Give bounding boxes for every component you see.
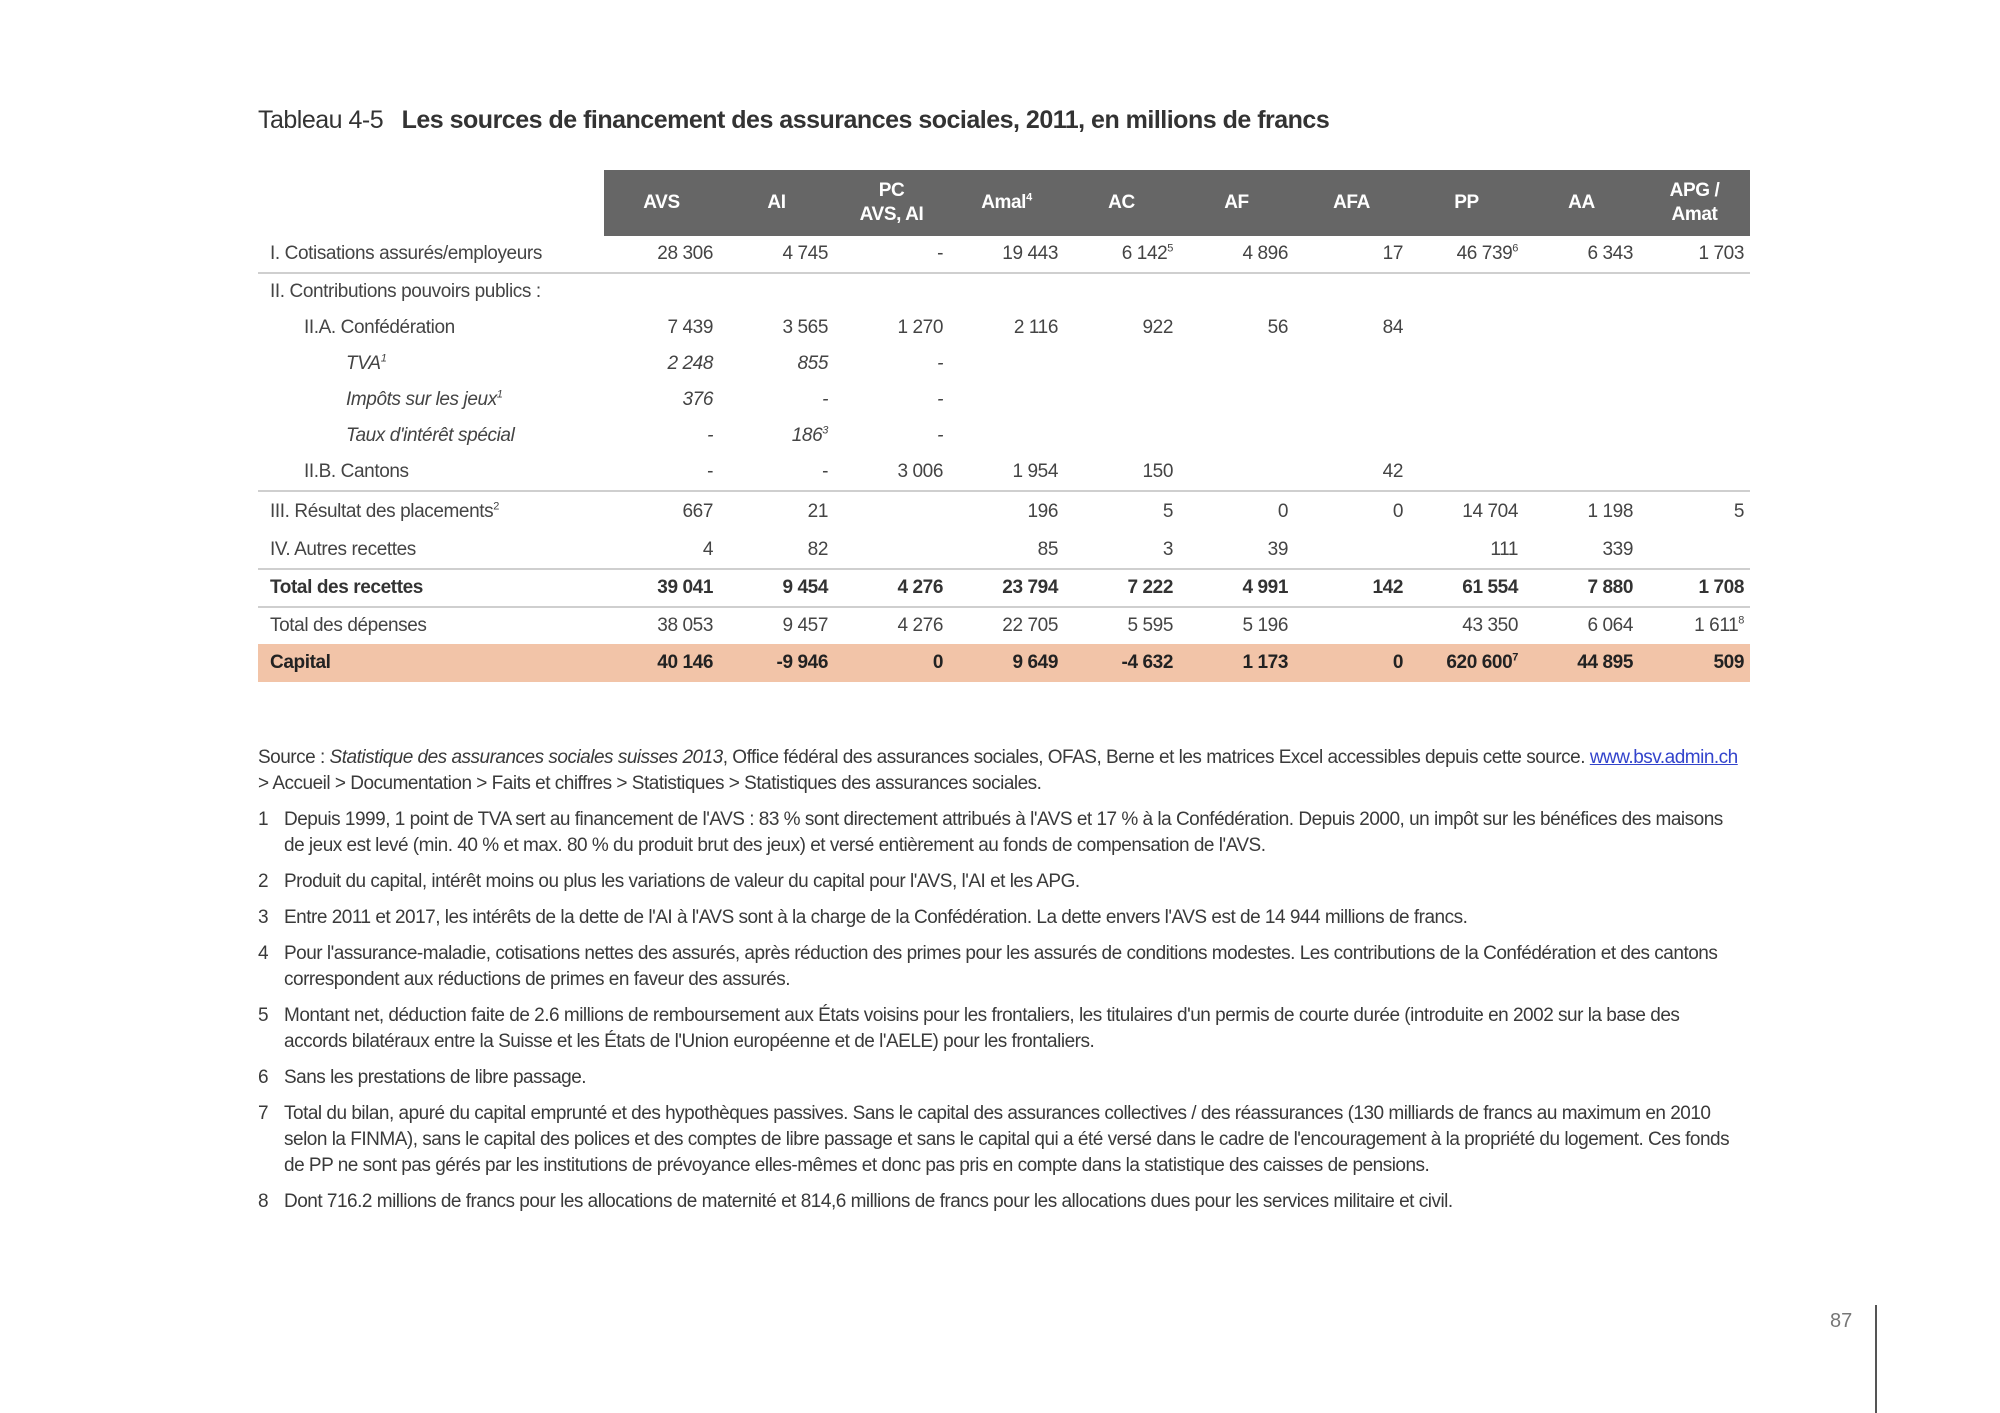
table-cell: 0 (1294, 644, 1409, 682)
footnote-number: 5 (258, 1005, 269, 1026)
table-cell: 23 794 (949, 569, 1064, 607)
footnote (258, 1065, 1738, 1091)
footnote-number: 1 (258, 809, 269, 830)
footnote-text: Produit du capital, intérêt moins ou plus les variations de valeur du capital pour l'AVS, l'AI et les APG. (284, 871, 1080, 892)
table-cell: - (937, 389, 943, 410)
footnote-number: 3 (258, 907, 269, 928)
table-cell: 9 649 (949, 644, 1064, 682)
table-cell (1179, 418, 1294, 454)
table-cell: 38 053 (657, 615, 713, 636)
table-row (258, 418, 1750, 454)
table-cell: 4 745 (719, 236, 834, 273)
header-af: AF (1179, 170, 1294, 236)
table-cell (1524, 346, 1639, 382)
header-ai: AI (719, 170, 834, 236)
financing-table (258, 170, 1750, 682)
table-cell: - (937, 425, 943, 446)
table-cell (1179, 454, 1294, 491)
footnote (258, 905, 1738, 931)
table-cell: 3 (1064, 532, 1179, 569)
table-cell: 339 (1524, 532, 1639, 569)
table-cell: 39 (1179, 532, 1294, 569)
table-cell (949, 273, 1064, 310)
table-cell (1294, 273, 1409, 310)
table-cell (1294, 607, 1409, 644)
table-cell (1409, 418, 1524, 454)
table-cell: 1 270 (897, 317, 943, 338)
table-cell (834, 491, 949, 532)
table-row (258, 491, 1750, 532)
table-cell: 667 (682, 501, 713, 522)
table-cell: 111 (1409, 532, 1524, 569)
table-cell: 4 (604, 532, 719, 569)
footnote-text: Total du bilan, apuré du capital emprunté et des hypothèques passives. Sans le capital des assurances collectives / des réassurances (130 milliards de francs au maximum en 2010 selon la FINMA), sans le capital des polices et des comptes de libre passage et sans le capital qui a été versé dans le cadre de l'encouragement à la propriété du logement. Ces fonds de PP ne sont pas gérés par les institutions de prévoyance elles-mêmes et donc pas pris en compte dans la statistique des caisses de pensions. (284, 1103, 1730, 1176)
table-cell: 1 198 (1587, 501, 1633, 522)
table-cell (1409, 454, 1524, 491)
table-cell: 4 991 (1179, 569, 1294, 607)
footnotes-list (258, 807, 1738, 1215)
table-caption: Les sources de financement des assurances sociales, 2011, en millions de francs (401, 106, 1330, 134)
source-note: Source : Statistique des assurances sociales suisses 2013, Office fédéral des assurances sociales, OFAS, Berne et les matrices Excel accessibles depuis cette source. www.bsv.admin.ch > Accueil > Documentation > Faits et chiffres > Statistiques > Statistiques des assurances sociales. (258, 747, 1738, 794)
table-cell (834, 273, 949, 310)
table-cell: 17 (1294, 236, 1409, 273)
table-cell (1064, 382, 1179, 418)
footnote (258, 869, 1738, 895)
table-cell: 509 (1639, 644, 1750, 682)
table-cell: 6 $142^5$ (1064, 236, 1179, 273)
table-cell: 5 (1162, 501, 1173, 522)
table-row (258, 607, 1750, 644)
table-cell (1639, 532, 1750, 569)
row-label: Total des dépenses (270, 615, 427, 636)
table-header-row (258, 170, 1750, 236)
table-title (258, 106, 1329, 135)
footnote-text: Entre 2011 et 2017, les intérêts de la dette de l'AI à l'AVS sont à la charge de la Confédération. La dette envers l'AVS est de 14 944 millions de francs. (284, 907, 1468, 928)
footnote-number: 7 (258, 1103, 269, 1124)
row-label: Impôts sur les jeux$^1$ (346, 388, 503, 410)
table-cell: - (604, 454, 719, 491)
table-cell (949, 346, 1064, 382)
table-cell: 0 (1277, 501, 1288, 522)
table-row (258, 382, 1750, 418)
table-cell (1294, 346, 1409, 382)
table-cell (1524, 382, 1639, 418)
table-cell: $186^3$ (791, 424, 828, 446)
row-label: Capital (258, 644, 604, 682)
table-cell: 0 (834, 644, 949, 682)
table-cell: 7 880 (1524, 569, 1639, 607)
header-pp: PP (1409, 170, 1524, 236)
table-number: Tableau 4-5 (258, 106, 384, 134)
table-row (258, 644, 1750, 682)
row-label: II.A. Confédération (304, 317, 455, 338)
table-cell: - (822, 389, 828, 410)
table-cell: - (834, 236, 949, 273)
table-row (258, 532, 1750, 569)
table-cell: 28 306 (604, 236, 719, 273)
table-cell: 5 (1733, 501, 1744, 522)
table-cell: 44 895 (1524, 644, 1639, 682)
header-avs: AVS (604, 170, 719, 236)
table-cell: 1 $611^8$ (1694, 614, 1744, 636)
table-cell (1639, 346, 1750, 382)
footnote-number: 2 (258, 871, 269, 892)
table-cell (1294, 382, 1409, 418)
table-cell (1524, 310, 1639, 346)
table-cell: 5 595 (1127, 615, 1173, 636)
table-cell (1639, 418, 1750, 454)
header-aa: AA (1524, 170, 1639, 236)
table-cell (1639, 273, 1750, 310)
table-row (258, 346, 1750, 382)
footnote (258, 1003, 1738, 1055)
footnote-number: 6 (258, 1067, 269, 1088)
table-cell: - (937, 353, 943, 374)
page-number: 87 (1830, 1310, 1853, 1332)
table-cell: 14 704 (1462, 501, 1518, 522)
table-cell (604, 273, 719, 310)
footnote-text: Depuis 1999, 1 point de TVA sert au financement de l'AVS : 83 % sont directement attribués à l'AVS et 17 % à la Confédération. Depuis 2000, un impôt sur les bénéfices des maisons de jeux est levé (min. 40 % et max. 80 % du produit brut des jeux) et versé entièrement au fonds de compensation de l'AVS. (284, 809, 1723, 856)
margin-rule (1875, 1305, 1877, 1413)
table-cell: 43 350 (1462, 615, 1518, 636)
table-cell (1294, 418, 1409, 454)
table-cell: 5 196 (1242, 615, 1288, 636)
table-cell: 620 $600^7$ (1409, 644, 1524, 682)
table-cell: 39 041 (604, 569, 719, 607)
table-cell: 376 (682, 389, 713, 410)
notes-section (258, 745, 1738, 1225)
table-cell: 21 (807, 501, 828, 522)
source-link[interactable]: www.bsv.admin.ch (1589, 747, 1738, 768)
table-cell: 82 (719, 532, 834, 569)
table-cell (1409, 346, 1524, 382)
table-cell: 22 705 (1002, 615, 1058, 636)
table-cell: 61 554 (1409, 569, 1524, 607)
table-cell (1639, 454, 1750, 491)
header-amal: Amal$^4$ (949, 170, 1064, 236)
table-cell: 0 (1392, 501, 1403, 522)
table-row (258, 569, 1750, 607)
table-cell: 40 146 (604, 644, 719, 682)
table-cell: 6 064 (1587, 615, 1633, 636)
table-cell: 56 (1267, 317, 1288, 338)
footnote-text: Pour l'assurance-maladie, cotisations nettes des assurés, après réduction des primes pour les assurés de conditions modestes. Les contributions de la Confédération et des cantons correspondent aux réductions de primes en faveur des assurés. (284, 943, 1718, 990)
table-cell (1639, 310, 1750, 346)
table-cell: 46 $739^6$ (1409, 236, 1524, 273)
table-cell: 6 343 (1524, 236, 1639, 273)
row-label: TVA$^1$ (346, 352, 387, 374)
table-row (258, 454, 1750, 491)
table-cell: 4 896 (1179, 236, 1294, 273)
table-cell: 196 (1027, 501, 1058, 522)
table-cell: -9 946 (719, 644, 834, 682)
table-cell (1064, 346, 1179, 382)
header-ac: AC (1064, 170, 1179, 236)
table-cell: 1 173 (1179, 644, 1294, 682)
table-cell (1409, 273, 1524, 310)
table-cell: 84 (1382, 317, 1403, 338)
table-cell: 4 276 (897, 615, 943, 636)
footnote (258, 1189, 1738, 1215)
table-cell: 4 276 (834, 569, 949, 607)
table-cell: 3 006 (834, 454, 949, 491)
table-cell: 9 454 (719, 569, 834, 607)
table-cell (1409, 382, 1524, 418)
row-label: I. Cotisations assurés/employeurs (258, 236, 604, 273)
table-cell (1294, 532, 1409, 569)
table-cell: 2 116 (1013, 317, 1058, 338)
table-cell (1179, 273, 1294, 310)
footnote-number: 8 (258, 1191, 269, 1212)
table-cell: 922 (1142, 317, 1173, 338)
table-row (258, 236, 1750, 273)
table-cell (719, 273, 834, 310)
table-cell: 150 (1064, 454, 1179, 491)
header-pc: PC AVS, AI (834, 170, 949, 236)
row-label: III. Résultat des placements$^2$ (270, 500, 499, 522)
table-cell: -4 632 (1064, 644, 1179, 682)
row-label: Total des recettes (258, 569, 604, 607)
table-cell: 9 457 (782, 615, 828, 636)
table-cell (1064, 418, 1179, 454)
table-cell: 7 439 (667, 317, 713, 338)
table-cell (1524, 273, 1639, 310)
table-cell: 2 248 (667, 353, 713, 374)
table-cell (1179, 382, 1294, 418)
row-label: II.B. Cantons (258, 454, 604, 491)
table-cell: - (707, 425, 713, 446)
table-cell: 85 (949, 532, 1064, 569)
table-cell: 142 (1294, 569, 1409, 607)
footnote (258, 1101, 1738, 1179)
table-cell: 855 (797, 353, 828, 374)
table-cell (1524, 418, 1639, 454)
table-cell (1179, 346, 1294, 382)
row-label: II. Contributions pouvoirs publics : (270, 281, 541, 302)
table-cell: 7 222 (1064, 569, 1179, 607)
header-afa: AFA (1294, 170, 1409, 236)
table-cell: 1 708 (1639, 569, 1750, 607)
header-apg: APG / Amat (1639, 170, 1750, 236)
table-cell: - (719, 454, 834, 491)
row-label: Taux d'intérêt spécial (346, 425, 515, 446)
table-cell (834, 532, 949, 569)
table-cell: 42 (1294, 454, 1409, 491)
table-cell: 1 954 (949, 454, 1064, 491)
table-cell (1409, 310, 1524, 346)
table-cell (1639, 382, 1750, 418)
footnote-text: Montant net, déduction faite de 2.6 millions de remboursement aux États voisins pour les frontaliers, les titulaires d'un permis de courte durée (introduite en 2002 sur la base des accords bilatéraux entre la Suisse et les États de l'Union européenne et de l'AELE) pour les frontaliers. (284, 1005, 1680, 1052)
header-blank (258, 170, 604, 236)
footnote-number: 4 (258, 943, 269, 964)
table-row (258, 273, 1750, 310)
table-cell: 19 443 (949, 236, 1064, 273)
table-cell (949, 382, 1064, 418)
footnote (258, 941, 1738, 993)
row-label: IV. Autres recettes (258, 532, 604, 569)
table-cell (1524, 454, 1639, 491)
footnote-text: Sans les prestations de libre passage. (284, 1067, 587, 1088)
footnote (258, 807, 1738, 859)
table-cell (949, 418, 1064, 454)
table-row (258, 310, 1750, 346)
table-cell: 1 703 (1639, 236, 1750, 273)
footnote-text: Dont 716.2 millions de francs pour les allocations de maternité et 814,6 millions de francs pour les allocations dues pour les services militaire et civil. (284, 1191, 1453, 1212)
table-cell (1064, 273, 1179, 310)
table-cell: 3 565 (782, 317, 828, 338)
